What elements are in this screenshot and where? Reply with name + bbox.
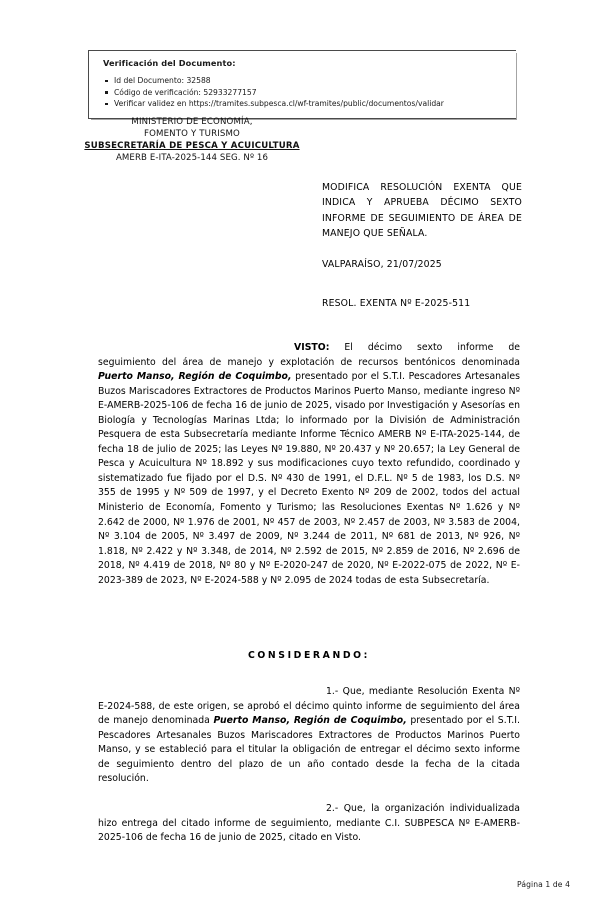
verification-item-document-id: Id del Documento: 32588: [103, 75, 508, 87]
visto-lead: VISTO:: [294, 342, 330, 353]
considerando-1-text-part-2: presentado por el S.T.I. Pescadores Artesanales Buzos Mariscadores Extractores de Productos Marinos Puerto Manso, y se estableció para el titular la obligación de entregar el décimo sexto informe de seguimiento dentro del plazo de un año contado desde la fecha de la citada resolución.: [98, 715, 521, 785]
considerando-1-paragraph: [98, 685, 520, 787]
page-footer: Página 1 de 4: [517, 880, 570, 889]
verification-title: Verificación del Documento:: [103, 58, 236, 68]
considerando-heading: CONSIDERANDO:: [247, 650, 370, 661]
document-reference: AMERB E-ITA-2025-144 SEG. Nº 16: [115, 153, 269, 164]
visto-area-name: Puerto Manso, Región de Coquimbo,: [98, 371, 292, 383]
verification-box: [88, 50, 516, 119]
verification-item-validate-url: Verificar validez en https://tramites.subpesca.cl/wf-tramites/public/documentos/validar: [103, 98, 508, 110]
considerando-2-text: 2.- Que, la organización individualizada hizo entrega del citado informe de seguimiento, mediante C.I. SUBPESCA Nº E-AMERB-2025-106 de fecha 16 de junio de 2025, citado en Visto.: [98, 803, 520, 844]
ministry-line-1: MINISTERIO DE ECONOMÍA,: [131, 117, 253, 127]
verification-item-code: Código de verificación: 52933277157: [103, 87, 508, 99]
considerando-1-text-part-1: 1.- Que, mediante Resolución Exenta Nº E-2024-588, de este origen, se aprobó el décimo quinto informe de seguimiento del área de manejo denominada: [98, 686, 520, 727]
visto-text-part-1: El décimo sexto informe de seguimiento del área de manejo y explotación de recursos bentónicos denominada: [98, 342, 520, 368]
considerando-item-2: [98, 802, 520, 846]
considerando-item-1: [98, 685, 520, 787]
considerando-1-area-name: Puerto Manso, Región de Coquimbo,: [213, 715, 407, 727]
resolution-number: RESOL. EXENTA Nº E-2025-511: [322, 298, 471, 309]
visto-paragraph: [98, 341, 520, 588]
document-subject: MODIFICA RESOLUCIÓN EXENTA QUE INDICA Y APRUEBA DÉCIMO SEXTO INFORME DE SEGUIMIENTO DE ÁREA DE MANEJO QUE SEÑALA.: [322, 182, 522, 239]
subsecretaria-title: SUBSECRETARÍA DE PESCA Y ACUICULTURA: [84, 140, 300, 151]
place-and-date: VALPARAÍSO, 21/07/2025: [322, 259, 442, 270]
ministry-line-2: FOMENTO Y TURISMO: [144, 128, 240, 139]
visto-section: [98, 341, 520, 588]
visto-text-part-2: presentado por el S.T.I. Pescadores Artesanales Buzos Mariscadores Extractores de Productos Marinos Puerto Manso, mediante ingreso Nº E-AMERB-2025-106 de fecha 16 de junio de 2025, visado por Investigación y Asesorías en Biología y Tecnologías Marinas Ltda; lo informado por la División de Administración Pesquera de esta Subsecretaría mediante Informe Técnico AMERB Nº E-ITA-2025-144, de fecha 18 de julio de 2025; las Leyes Nº 19.880, Nº 20.437 y Nº 20.657; la Ley General de Pesca y Acuicultura Nº 18.892 y sus modificaciones cuyo texto refundido, coordinado y sistematizado fue fijado por el D.S. Nº 430 de 1991, el D.F.L. Nº 5 de 1983, los D.S. Nº 355 de 1995 y Nº 509 de 1997, y el Decreto Exento Nº 209 de 2002, todos del actual Ministerio de Economía, Fomento y Turismo; las Resoluciones Exentas Nº 1.626 y Nº 2.642 de 2000, Nº 1.976 de 2001, Nº 457 de 2003, Nº 2.457 de 2003, Nº 3.583 de 2004, Nº 3.104 de 2005, Nº 3.497 de 2009, Nº 3.244 de 2011, Nº 681 de 2013, Nº 926, Nº 1.818, Nº 2.422 y Nº 3.348, de 2014, Nº 2.592 de 2015, Nº 2.859 de 2016, Nº 2.696 de 2018, Nº 4.419 de 2018, Nº 80 y Nº E-2020-247 de 2020, Nº E-2022-075 de 2022, Nº E-2023-389 de 2023, Nº E-2024-588 y Nº 2.095 de 2024 todas de esta Subsecretaría.: [98, 371, 520, 586]
considerando-2-paragraph: [98, 802, 520, 846]
ministry-header: [42, 117, 342, 165]
verification-list: [103, 75, 508, 110]
